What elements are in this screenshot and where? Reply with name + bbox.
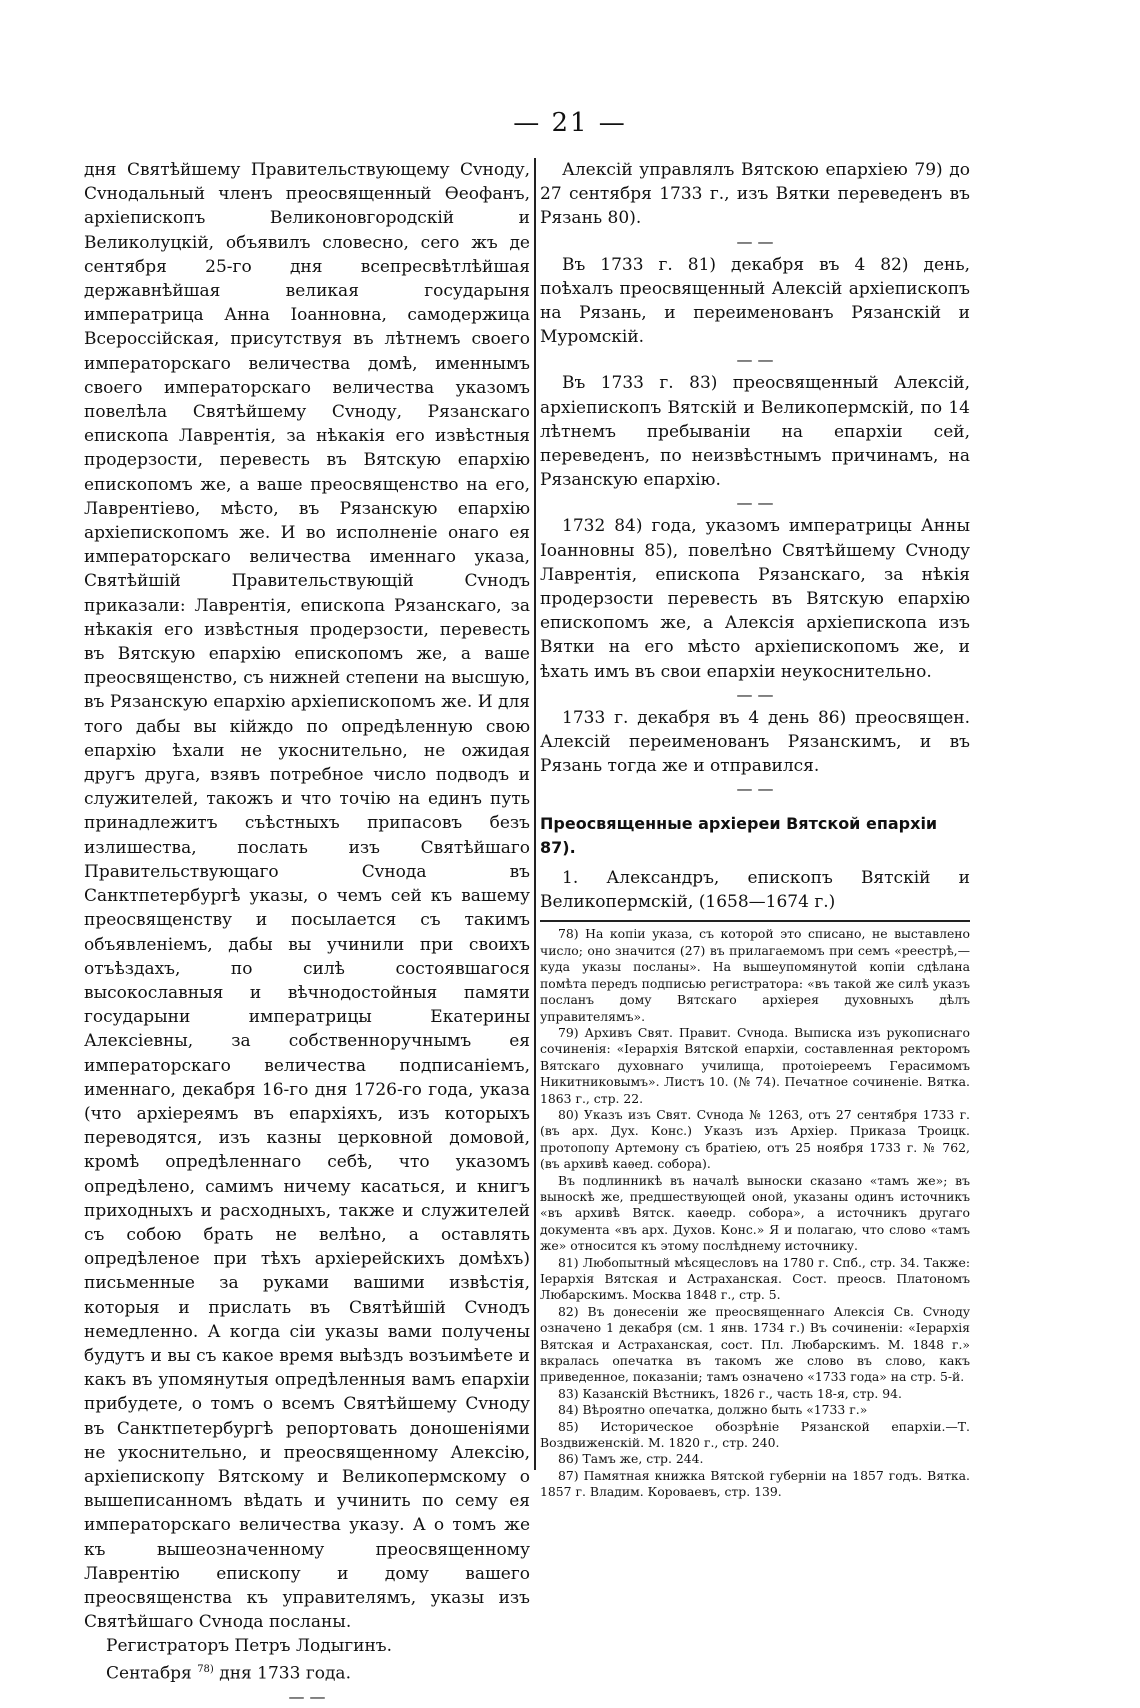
registrar-signature: Регистраторъ Петръ Лодыгинъ. [106,1636,393,1657]
section-separator: — — [736,231,774,251]
decree-text: дня Святѣйшему Правительствующему Сvноду, Сvнодальный членъ преосвященный Өеофанъ, архіепископъ Великоновгородскій и Великолуцкій, объявилъ словесно, сего жъ де сентября 25-го дня всепресвѣтлѣйшая державнѣйшая великая государыня императрица Анна Іоанновна, самодержица Всероссійская, присутствуя въ лѣтнемъ своего императорскаго величества домѣ, именнымъ своего императорскаго величества указомъ повелѣла Святѣйшему Сvноду, Рязанскаго епископа Лаврентія, за нѣкакія его извѣстныя продерзости, перевесть въ Вятскую епархію епископомъ же, а ваше преосвященство на его, Лаврентіево, мѣсто, въ Рязанскую епархію архіепископомъ же. И во исполненіе онаго ея императорскаго величества именнаго указа, Святѣйшій Правительствующій Сvнодъ приказали: Лаврентія, епископа Рязанскаго, за нѣкакія его извѣстныя продерзости, перевесть въ Вятскую епархію епископомъ же, а ваше преосвященство, съ нижней степени на высшую, въ Рязанскую епархію архіепископомъ же. И для того дабы вы кійждо по опредѣленную свою епархію ѣхали не укоснительно, не ожидая другъ друга, взявъ потребное число подводъ и служителей, такожъ и что точію на единъ путь принадлежитъ съѣстныхъ припасовъ безъ излишества, послать изъ Святѣйшаго Правительствующаго Сvнода въ Санктпетербургѣ указы, о чемъ сей къ вашему преосвященству и посылается съ такимъ объявленіемъ, дабы вы учинили при своихъ отъѣздахъ, по силѣ состоявшагося высокославныя и вѣчнодостойныя памяти государыни императрицы Екатерины Алексіевны, за собственноручнымъ ея императорскаго величества подписаніемъ, именнаго, декабря 16-го дня 1726-го года, указа (что архіереямъ въ епархіяхъ, изъ которыхъ переводятся, изъ казны церковной домовой, кромѣ опредѣленнаго себѣ, что указомъ опредѣлено, самимъ ничему касаться, и книгъ приходныхъ и расходныхъ, также и служителей съ собою брать не велѣно, а оставлять опредѣленое при тѣхъ архіерейскихъ домѣхъ) письменные за руками вашими извѣстія, которыя и прислать въ Святѣйшій Сvнодъ немедленно. А когда сіи указы вами получены будутъ и вы съ какое время выѣздъ возъимѣете и какъ въ упомянутыя опредѣленныя вамъ епархіи прибудете, о томъ о всемъ Святѣйшему Сvноду въ Санктпетербургѣ репортовать доношеніями не укоснительно, и преосвященному Алексію, архіепископу Вятскому и Великопермскому о вышеписанномъ вѣдать и учинить по сему ея императорскаго величества указу. А о томъ же къ вышеозначенному преосвященному Лаврентію епископу и дому вашего преосвященства къ управителямъ, указы изъ Святѣйшаго Сvнода посланы. [84,160,530,1633]
section-separator: — — [288,1687,326,1707]
section-separator: — — [736,684,774,704]
footnote-83: 83) Казанскій Вѣстникъ, 1826 г., часть 18-я, стр. 94. [558,1385,902,1401]
footnote-85: 85) Историческое обозрѣніе Рязанской епархіи.—Т. Воздвиженскій. М. 1820 г., стр. 240. [540,1418,970,1451]
left-column [84,158,530,1708]
footnote-78: 78) На копіи указа, съ которой это списано, не выставлено число; оно значится (27) въ прилагаемомъ при семъ «реестрѣ,—куда указы посланы». На вышеупомянутой копіи сдѣлана помѣта передъ подписью регистратора: «въ такой же силѣ указъ посланъ дому Вятскаго архіерея духовныхъ дѣлъ управителямъ». [540,926,970,1024]
section-separator: — — [736,350,774,370]
paragraph: Алексій управлялъ Вятскою епархіею 79) до 27 сентября 1733 г., изъ Вятки переведенъ въ Рязань 80). [540,160,970,229]
right-column [540,158,970,1501]
paragraph: 1733 г. декабря въ 4 день 86) преосвящен. Алексій переименованъ Рязанскимъ, и въ Рязань тогда же и отправился. [540,707,970,777]
footnote-86: 86) Тамъ же, стр. 244. [558,1451,704,1467]
footnote-84: 84) Вѣроятно опечатка, должно быть «1733 г.» [558,1402,868,1418]
footnote-87: 87) Памятная книжка Вятской губерніи на 1857 годъ. Вятка. 1857 г. Владим. Коровaевъ, стр. 139. [540,1467,970,1500]
paragraph: 1732 84) года, указомъ императрицы Анны Іоанновны 85), повелѣно Святѣйшему Сvноду Лаврентія, епископа Рязанскаго, за нѣкія продерзости перевесть въ Вятскую епархію епископомъ же, а Алексія архіепископа изъ Вятки на его мѣсто архіепископомъ же, и ѣхать имъ въ свои епархіи неукоснительно. [540,516,970,682]
column-divider [534,158,536,1470]
bishop-entry: 1. Александръ, епископъ Вятскій и Великопермскій, (1658—1674 г.) [540,868,970,913]
footnote-80-note: Въ подлинникѣ въ началѣ выноски сказано «тамъ же»; въ выноскѣ же, предшествующей оной, указаны одинъ источникъ «въ архивѣ Вятск. каѳедр. собора», а источникъ другаго документа «въ арх. Духов. Конс.» Я и полагаю, что слово «тамъ же» относится къ этому послѣднему источнику. [540,1172,970,1254]
page-number: — 21 — [513,108,627,138]
footnote-80: 80) Указъ изъ Свят. Сvнода № 1263, отъ 27 сентября 1733 г. (въ арх. Дух. Конс.) Указъ изъ Архіер. Приказа Троицк. протопопу Артемону съ братіею, отъ 25 ноября 1733 г. № 762, (въ архивѣ каѳед. собора). [540,1106,970,1172]
date-prefix: Сентабря [106,1664,192,1685]
footnote-82: 82) Въ донесеніи же преосвященнаго Алексія Св. Сvноду означено 1 декабря (см. 1 янв. 1734 г.) Въ сочиненіи: «Іерархія Вятская и Астраханская, сост. Пл. Любарскимъ. М. 1848 г.» вкралась опечатка въ такомъ же слово въ слово, какъ приведенное, показаніи; тамъ означено «1733 года» на стр. 5-й. [540,1303,970,1385]
footnote-ref-78: 78) [197,1664,214,1676]
section-separator: — — [736,779,774,799]
footnote-79: 79) Архивъ Свят. Правит. Сvнода. Выписка изъ рукописнаго сочиненія: «Іерархія Вятской епархіи, составленная ректоромъ Вятскаго духовнаго училища, протоіереемъ Герасимомъ Никитниковымъ». Листъ 10. (№ 74). Печатное сочиненіе. Вятка. 1863 г., стр. 22. [540,1024,970,1106]
date-suffix: дня 1733 года. [219,1664,351,1685]
footnote-81: 81) Любопытный мѣсяцесловъ на 1780 г. Спб., стр. 34. Также: Іерархія Вятская и Астраханская. Сост. преосв. Платономъ Любарскимъ. Москва 1848 г., стр. 5. [540,1254,970,1303]
paragraph: Въ 1733 г. 83) преосвященный Алексій, архіепископъ Вятскій и Великопермскій, по 14 лѣтнемъ пребываніи на епархіи сей, переведенъ, по неизвѣстнымъ причинамъ, на Рязанскую епархію. [540,373,970,491]
section-separator: — — [736,493,774,513]
decree-date [84,1658,530,1686]
paragraph: Въ 1733 г. 81) декабря въ 4 82) день, поѣхалъ преосвященный Алексій архіепископъ на Рязань, и переименованъ Рязанскій и Муромскій. [540,254,970,348]
section-heading: Преосвященные архіереи Вятской епархіи 87). [540,814,938,858]
footnote-rule [540,920,970,922]
